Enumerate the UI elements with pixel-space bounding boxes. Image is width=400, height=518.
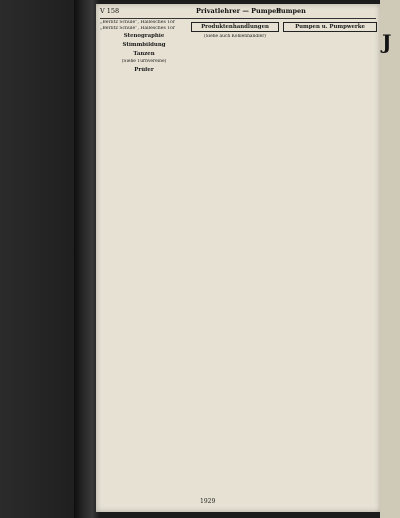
directory-column-middle <box>191 20 279 490</box>
left-page-edge <box>0 0 76 518</box>
directory-entry: „Berlitz Schule“, Hallesches Tor <box>100 25 175 31</box>
running-header <box>100 6 376 19</box>
section-heading: Stenographie <box>123 33 165 40</box>
section-heading: Tanzen <box>133 51 155 58</box>
facing-page-letter: J <box>382 30 392 54</box>
section-box-title: Pumpen u. Pumpwerke <box>283 22 377 32</box>
section-box-title: Produktenhandlungen <box>191 22 279 32</box>
left-page-bleed-through <box>8 40 62 480</box>
directory-entry: „Berlitz Schule“, Hallesches Tor <box>100 20 175 25</box>
facing-page-edge <box>380 0 400 518</box>
directory-column-left <box>100 20 188 490</box>
section-note: (Siehe auch Kohlenhändler) <box>203 34 267 40</box>
section-heading: Stimmbildung <box>122 42 166 49</box>
header-column-title: Privatlehrer — Pumpen <box>196 7 282 15</box>
page-number: V 158 <box>100 7 120 15</box>
directory-column-right <box>283 20 377 490</box>
header-column-title-right: Pumpen <box>276 7 306 15</box>
section-note: (Siehe Turnvereine) <box>121 59 167 65</box>
section-heading: Prüfer <box>134 66 154 73</box>
page-footer-year: 1929 <box>200 498 216 505</box>
